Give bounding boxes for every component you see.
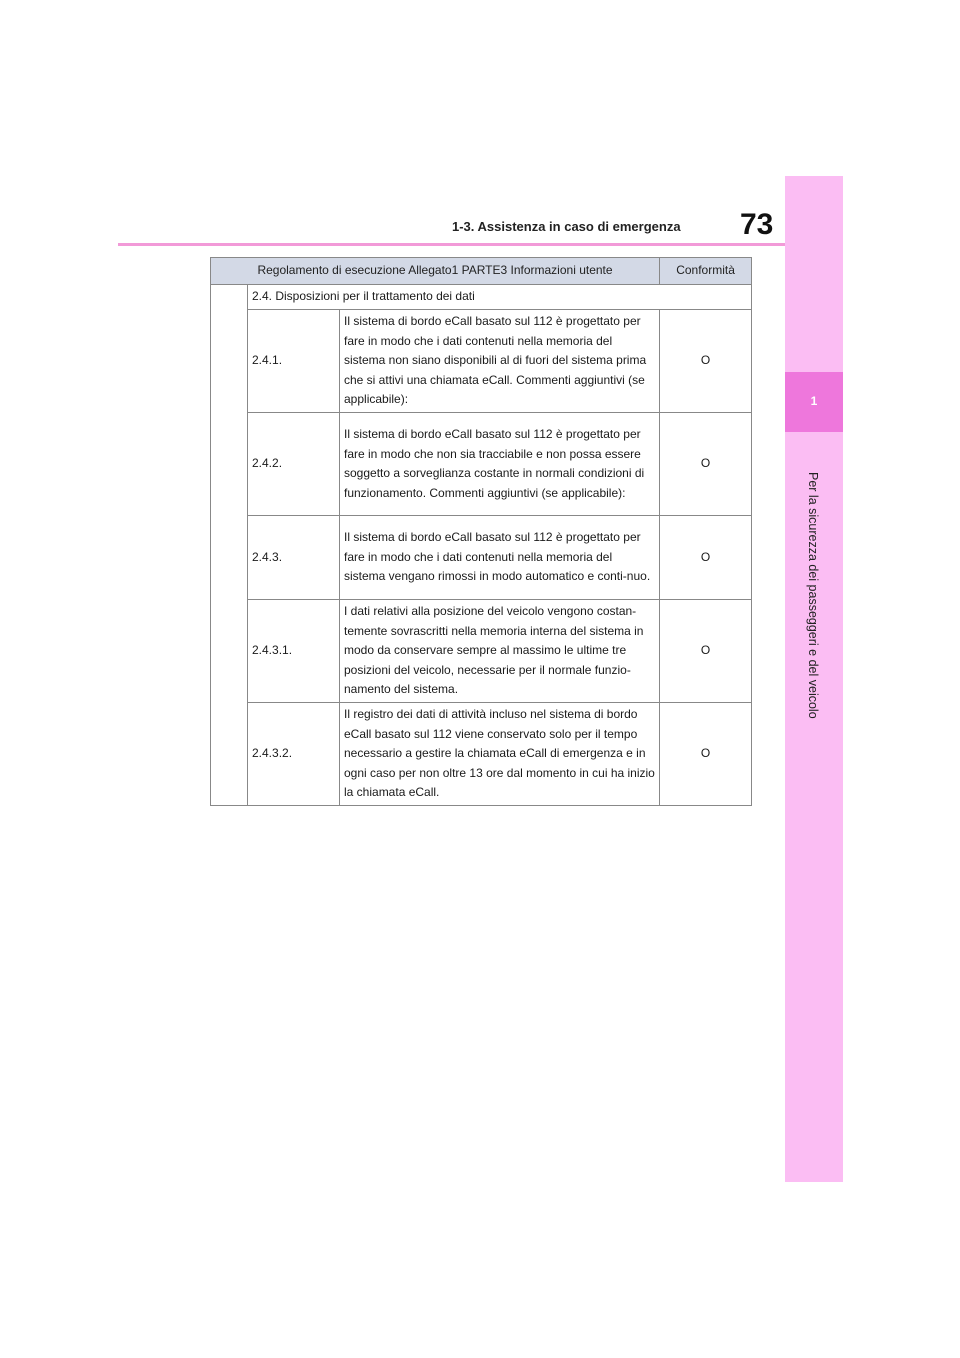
- row-conformity: O: [660, 703, 752, 806]
- row-description: Il registro dei dati di attività incluso nel sistema di bordo eCall basato sul 112 viene conservato solo per il tempo necessario a gestire la chiamata eCall di emergenza e in ogni caso per non oltre 13 ore dal momento in cui ha inizio la chiamata eCall.: [340, 703, 660, 806]
- row-number: 2.4.3.: [248, 516, 340, 600]
- subheading-cell: 2.4. Disposizioni per il trattamento dei dati: [248, 285, 752, 310]
- chapter-number-tab: 1: [785, 372, 843, 432]
- row-number: 2.4.3.1.: [248, 600, 340, 703]
- table-row: [211, 600, 752, 703]
- header-regulation: Regolamento di esecuzione Allegato1 PARTE3 Informazioni utente: [211, 258, 660, 285]
- row-conformity: O: [660, 600, 752, 703]
- table-row: [211, 413, 752, 516]
- indent-cell: [211, 285, 248, 806]
- table-header-row: [211, 258, 752, 285]
- row-number: 2.4.3.2.: [248, 703, 340, 806]
- row-conformity: O: [660, 310, 752, 413]
- header-conformity: Conformità: [660, 258, 752, 285]
- section-title: 1-3. Assistenza in caso di emergenza: [452, 219, 681, 234]
- info-table: [210, 257, 752, 806]
- row-description: I dati relativi alla posizione del veicolo vengono costan-temente sovrascritti nella memoria interna del sistema in modo da conservare sempre al massimo le ultime tre posizioni del veicolo, necessarie per il normale funzio-namento del sistema.: [340, 600, 660, 703]
- table-row: [211, 703, 752, 806]
- row-description: Il sistema di bordo eCall basato sul 112 è progettato per fare in modo che non sia tracciabile e non possa essere soggetto a sorveglianza costante in normali condizioni di funzionamento. Commenti aggiuntivi (se applicabile):: [340, 413, 660, 516]
- row-number: 2.4.2.: [248, 413, 340, 516]
- table-row: [211, 285, 752, 310]
- page-number: 73: [740, 208, 774, 241]
- row-number: 2.4.1.: [248, 310, 340, 413]
- table-row: [211, 516, 752, 600]
- chapter-label: Per la sicurezza dei passeggeri e del veicolo: [806, 472, 820, 719]
- row-description: Il sistema di bordo eCall basato sul 112 è progettato per fare in modo che i dati contenuti nella memoria del sistema non siano disponibili al di fuori del sistema prima che si attivi una chiamata eCall. Commenti aggiuntivi (se applicabile):: [340, 310, 660, 413]
- row-conformity: O: [660, 516, 752, 600]
- row-conformity: O: [660, 413, 752, 516]
- header-divider: [118, 243, 785, 246]
- row-description: Il sistema di bordo eCall basato sul 112 è progettato per fare in modo che i dati contenuti nella memoria del sistema vengano rimossi in modo automatico e conti-nuo.: [340, 516, 660, 600]
- table-row: [211, 310, 752, 413]
